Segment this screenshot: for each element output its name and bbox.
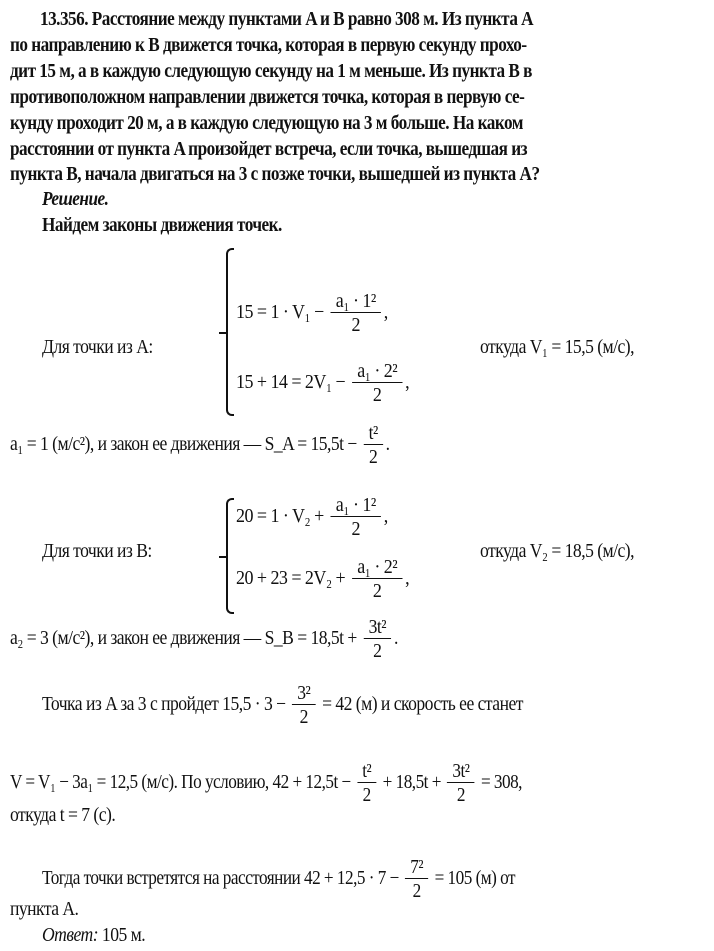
fraction: $\frac{\text{a₁ · 2²}}{2}$ [352,556,403,603]
fraction: $\frac{\text{t²}}{2}$ [357,760,376,807]
point-a-label: Для точки из A: [42,336,153,358]
solution-intro: Найдем законы движения точек. [42,214,282,236]
point-b-result: откуда V₂ = 18,5 (м/с), [480,540,635,562]
system-brace [226,498,234,614]
fraction: $\frac{\text{t²}}{2}$ [363,422,383,469]
point-b-label: Для точки из B: [42,540,152,562]
equation-a2: 15 + 14 = 2V₁ − $\frac{\text{a₁ · 2²}}{2}$ , [236,360,410,406]
point-a-result: откуда V₁ = 15,5 (м/с), [480,336,635,358]
problem-line: по направлению к B движется точка, которая в первую секунду прохо- [10,34,527,56]
fraction: $\frac{\text{a₁ · 1²}}{2}$ [330,494,381,541]
problem-line: противоположном направлении движется точка, которая в первую се- [10,86,525,108]
fraction: $\frac{\text{3²}}{2}$ [292,682,316,729]
problem-line: пункта B, начала двигаться на 3 с позже точки, вышедшей из пункта A? [10,163,540,185]
step-3: откуда t = 7 (с). [10,804,116,826]
problem-line: 13.356. Расстояние между пунктами A и B равно 308 м. Из пункта A [40,8,534,30]
answer-label: Ответ: [42,924,99,946]
problem-line: расстоянии от пункта A произойдет встреча, если точка, вышедшая из [10,138,528,160]
problem-number: 13.356. [40,8,88,30]
law-a: a₁ = 1 (м/с²), и закон ее движения — S_A = 15,5t − $\frac{\text{t²}}{2}$ . [10,422,390,468]
fraction: $\frac{\text{3t²}}{2}$ [447,760,474,807]
equation-b1: 20 = 1 · V₂ + $\frac{\text{a₁ · 1²}}{2}$ , [236,494,388,540]
equation-b2: 20 + 23 = 2V₂ + $\frac{\text{a₁ · 2²}}{2}$ , [236,556,410,602]
answer [42,924,145,947]
step-5: пункта A. [10,898,79,920]
step-2: V = V₁ − 3a₁ = 12,5 (м/с). По условию, 42 + 12,5t − $\frac{\text{t²}}{2}$ + 18,5t + $\frac{\text{3t²}}{2}$ = 308, [10,760,522,806]
step-4: Тогда точки встретятся на расстоянии 42 + 12,5 · 7 − $\frac{\text{7²}}{2}$ = 105 (м) от [42,856,516,902]
fraction: $\frac{\text{7²}}{2}$ [405,856,428,903]
step-1: Точка из A за 3 с пройдет 15,5 · 3 − $\frac{\text{3²}}{2}$ = 42 (м) и скорость ее станет [42,682,523,728]
fraction: $\frac{\text{a₁ · 1²}}{2}$ [330,290,381,337]
system-brace [226,248,234,416]
answer-value: 105 м. [98,924,146,946]
solution-heading: Решение. [42,188,109,210]
problem-line: дит 15 м, а в каждую следующую секунду на 1 м меньше. Из пункта B в [10,60,532,82]
equation-a1: 15 = 1 · V₁ − $\frac{\text{a₁ · 1²}}{2}$ , [236,290,388,336]
problem-line: кунду проходит 20 м, а в каждую следующую на 3 м больше. На каком [10,112,523,134]
law-b: a₂ = 3 (м/с²), и закон ее движения — S_B = 18,5t + $\frac{\text{3t²}}{2}$ . [10,616,398,662]
fraction: $\frac{\text{a₁ · 2²}}{2}$ [352,360,403,407]
fraction: $\frac{\text{3t²}}{2}$ [363,616,391,663]
